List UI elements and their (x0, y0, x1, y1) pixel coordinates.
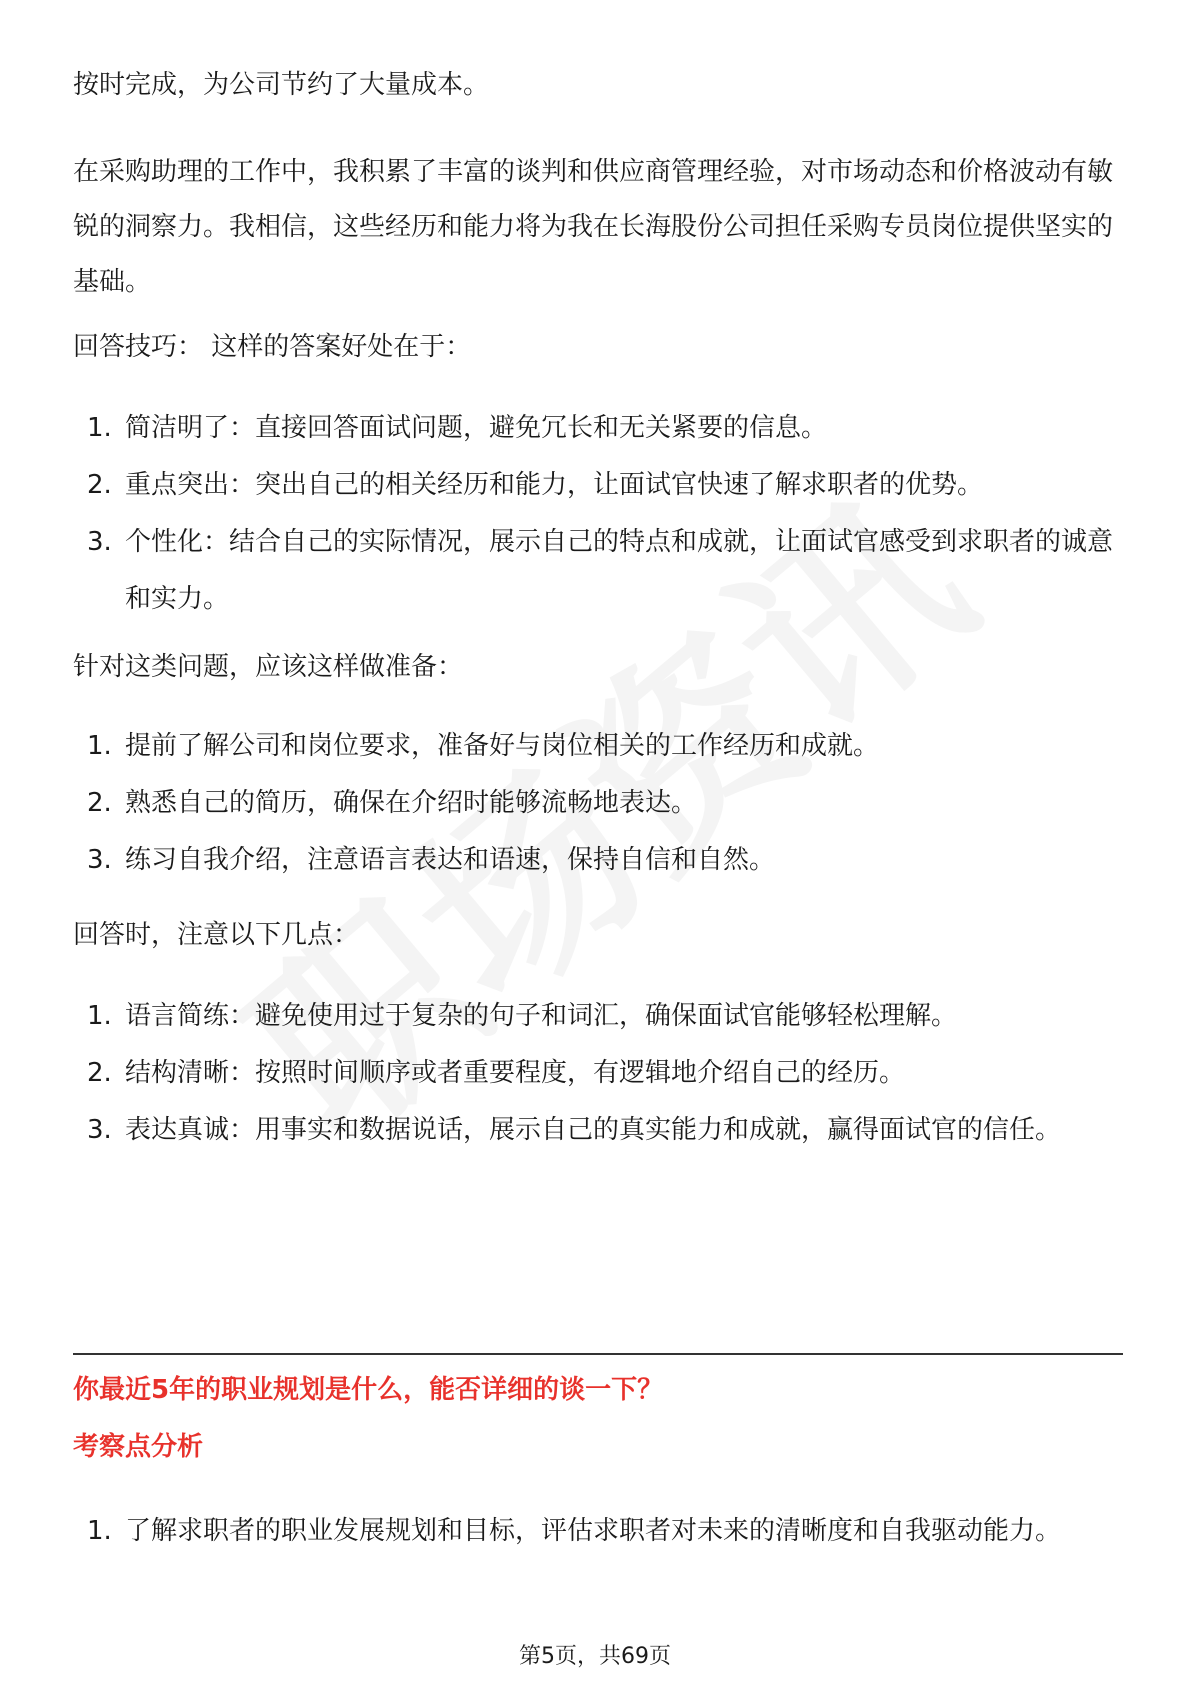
list-item: 2. 重点突出：突出自己的相关经历和能力，让面试官快速了解求职者的优势。 (87, 470, 984, 500)
list-item: 3. 表达真诚：用事实和数据说话，展示自己的真实能力和成就，赢得面试官的信任。 (87, 1115, 1062, 1145)
list-item: 3. 个性化：结合自己的实际情况，展示自己的特点和成就，让面试官感受到求职者的诚意和实力。 (87, 527, 1114, 614)
paragraph-cost: 按时完成，为公司节约了大量成本。 (73, 70, 490, 100)
prep-heading: 针对这类问题，应该这样做准备： (73, 652, 464, 682)
tips-list (73, 400, 1123, 628)
analysis-list (73, 1503, 1123, 1560)
question-heading: 你最近5年的职业规划是什么，能否详细的谈一下？ (73, 1375, 664, 1405)
paragraph-experience: 在采购助理的工作中，我积累了丰富的谈判和供应商管理经验，对市场动态和价格波动有敏锐的洞察力。我相信，这些经历和能力将为我在长海股份公司担任采购专员岗位提供坚实的基础。 (73, 157, 1114, 297)
list-item: 2. 熟悉自己的简历，确保在介绍时能够流畅地表达。 (87, 788, 698, 818)
list-item: 2. 结构清晰：按照时间顺序或者重要程度，有逻辑地介绍自己的经历。 (87, 1058, 906, 1088)
page-number: 第5页，共69页 (519, 1644, 671, 1669)
analysis-heading: 考察点分析 (73, 1432, 204, 1462)
section-divider (73, 1353, 1123, 1355)
list-item: 1. 了解求职者的职业发展规划和目标，评估求职者对未来的清晰度和自我驱动能力。 (87, 1516, 1062, 1546)
list-item: 1. 语言简练：避免使用过于复杂的句子和词汇，确保面试官能够轻松理解。 (87, 1001, 958, 1031)
tips-heading: 回答技巧： 这样的答案好处在于： (73, 332, 472, 362)
notes-list (73, 988, 1123, 1159)
prep-list (73, 718, 1123, 889)
list-item: 3. 练习自我介绍，注意语言表达和语速，保持自信和自然。 (87, 845, 776, 875)
list-item: 1. 简洁明了：直接回答面试问题，避免冗长和无关紧要的信息。 (87, 413, 828, 443)
list-item: 1. 提前了解公司和岗位要求，准备好与岗位相关的工作经历和成就。 (87, 731, 880, 761)
notes-heading: 回答时，注意以下几点： (73, 920, 360, 950)
